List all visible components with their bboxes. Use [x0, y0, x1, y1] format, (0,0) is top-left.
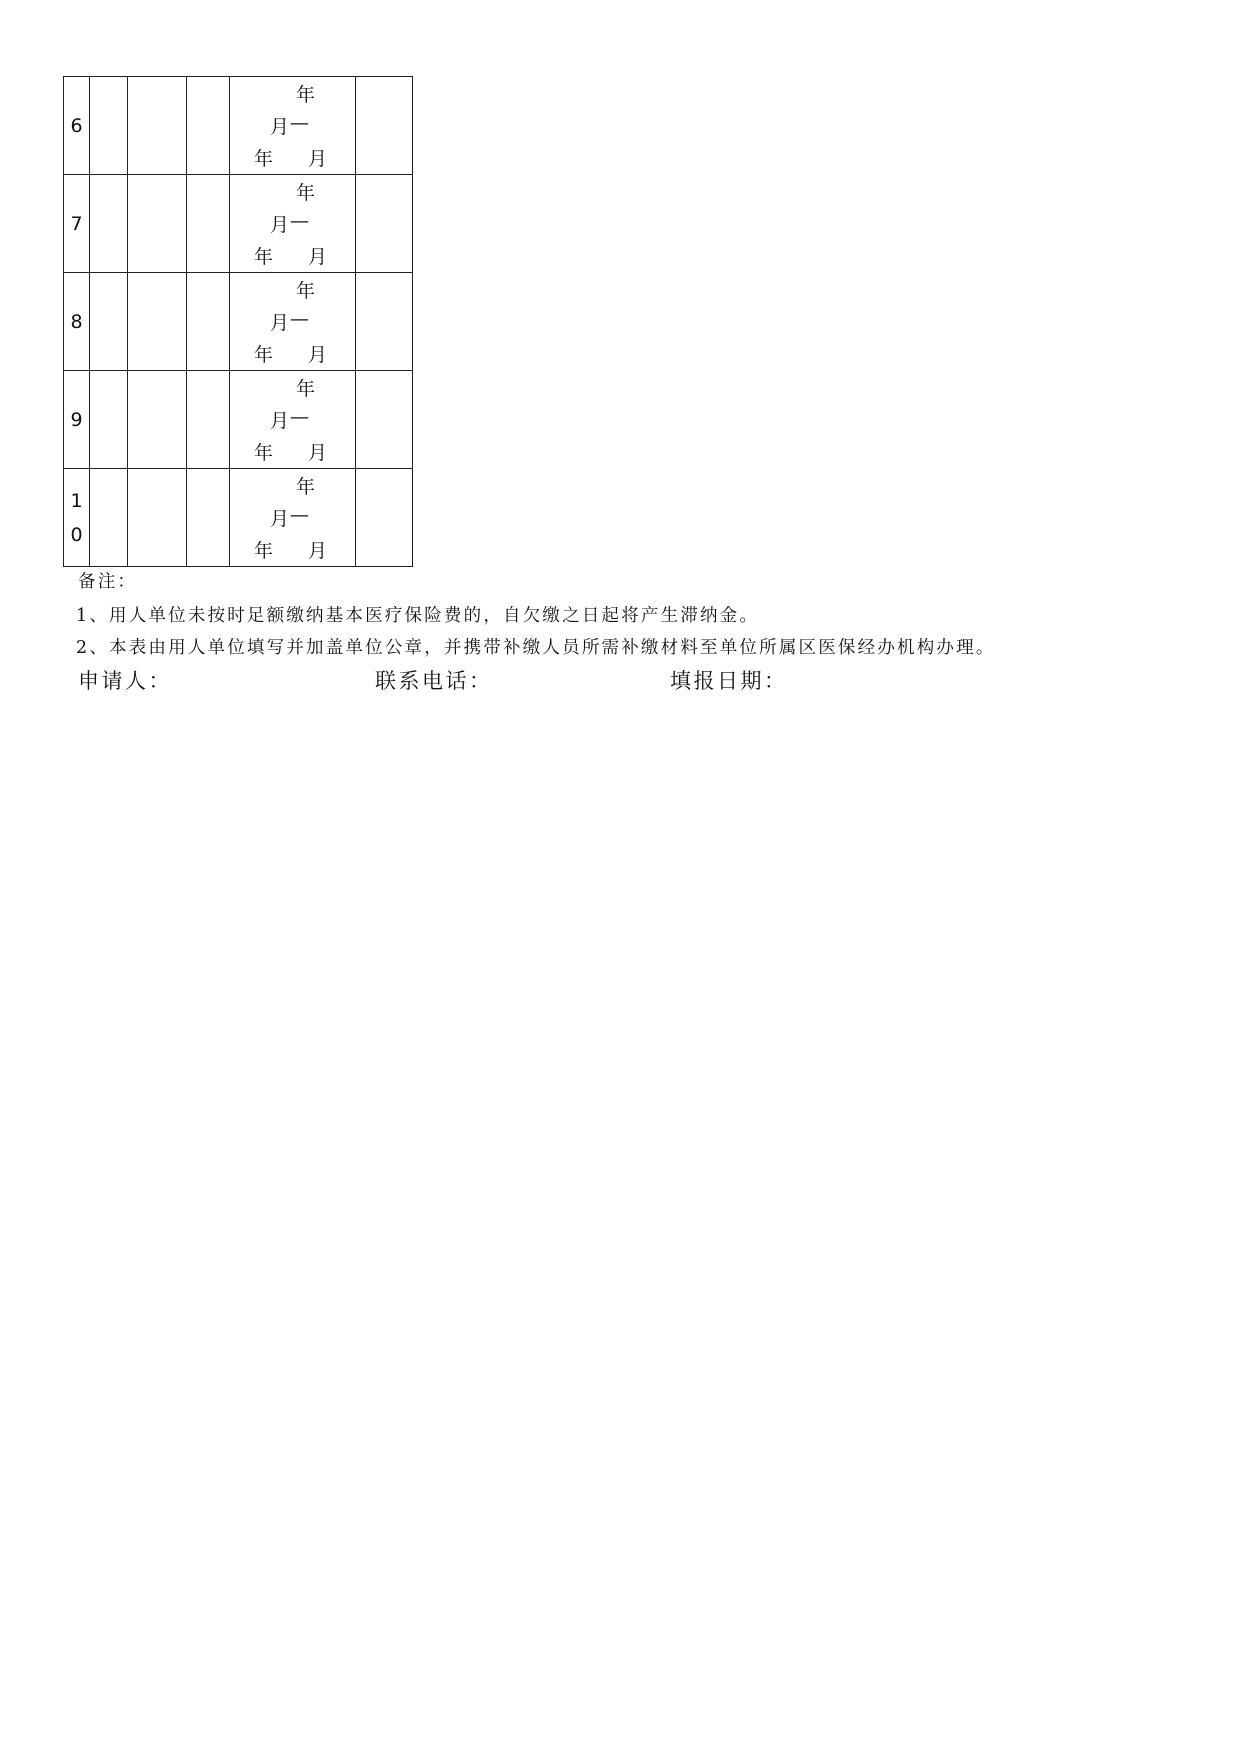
table-row — [64, 77, 413, 175]
period-start-month-label: 月 — [270, 410, 290, 432]
blank-cell[interactable] — [90, 469, 128, 567]
row-number-cell — [64, 273, 90, 371]
row-number: 6 — [70, 114, 83, 137]
period-dash: — — [290, 210, 309, 232]
contact-phone-label: 联系电话： — [375, 669, 493, 693]
supplementary-payment-table — [63, 76, 413, 567]
blank-cell[interactable] — [356, 175, 413, 273]
blank-cell[interactable] — [90, 273, 128, 371]
row-number: 8 — [70, 310, 83, 333]
period-cell[interactable] — [230, 77, 356, 175]
period-start-year-label: 年 — [296, 84, 316, 106]
period-cell[interactable] — [230, 175, 356, 273]
notes-title: 备注： — [78, 572, 138, 592]
row-number: 9 — [70, 408, 83, 431]
period-end-month-label: 月 — [308, 540, 328, 562]
period-end-year-label: 年 — [254, 344, 274, 366]
period-end-year-label: 年 — [254, 246, 274, 268]
blank-cell[interactable] — [356, 371, 413, 469]
period-cell[interactable] — [230, 273, 356, 371]
period-end-year-label: 年 — [254, 148, 274, 170]
table-row — [64, 273, 413, 371]
period-start-month-label: 月 — [270, 508, 290, 530]
period-field — [230, 273, 355, 370]
blank-cell[interactable] — [128, 77, 187, 175]
blank-cell[interactable] — [187, 371, 230, 469]
period-start-year-label: 年 — [296, 182, 316, 204]
row-number-cell — [64, 469, 90, 567]
blank-cell[interactable] — [128, 371, 187, 469]
table-row — [64, 371, 413, 469]
period-field — [230, 77, 355, 174]
period-start-month-label: 月 — [270, 312, 290, 334]
blank-cell[interactable] — [128, 175, 187, 273]
period-start-year-label: 年 — [296, 378, 316, 400]
period-end-year-label: 年 — [254, 442, 274, 464]
table-row — [64, 175, 413, 273]
row-number-cell — [64, 175, 90, 273]
blank-cell[interactable] — [187, 469, 230, 567]
period-dash: — — [290, 504, 309, 526]
blank-cell[interactable] — [356, 77, 413, 175]
blank-cell[interactable] — [128, 273, 187, 371]
blank-cell[interactable] — [187, 175, 230, 273]
period-end-month-label: 月 — [308, 442, 328, 464]
blank-cell[interactable] — [90, 77, 128, 175]
period-dash: — — [290, 112, 309, 134]
row-number: 7 — [70, 212, 83, 235]
period-start-year-label: 年 — [296, 280, 316, 302]
period-dash: — — [290, 308, 309, 330]
table-row — [64, 469, 413, 567]
period-dash: — — [290, 406, 309, 428]
blank-cell[interactable] — [90, 175, 128, 273]
row-number-cell — [64, 77, 90, 175]
period-cell[interactable] — [230, 371, 356, 469]
blank-cell[interactable] — [356, 469, 413, 567]
note-item-2: 2、本表由用人单位填写并加盖单位公章，并携带补缴人员所需补缴材料至单位所属区医保经办机构办理。 — [76, 638, 996, 658]
period-end-month-label: 月 — [308, 148, 328, 170]
note-item-1: 1、用人单位未按时足额缴纳基本医疗保险费的，自欠缴之日起将产生滞纳金。 — [76, 606, 760, 626]
blank-cell[interactable] — [128, 469, 187, 567]
blank-cell[interactable] — [90, 371, 128, 469]
period-field — [230, 175, 355, 272]
blank-cell[interactable] — [187, 273, 230, 371]
fill-date-label: 填报日期： — [670, 669, 788, 693]
row-number: 10 — [70, 489, 83, 546]
period-cell[interactable] — [230, 469, 356, 567]
table-body — [64, 77, 413, 567]
blank-cell[interactable] — [356, 273, 413, 371]
blank-cell[interactable] — [187, 77, 230, 175]
period-end-month-label: 月 — [308, 246, 328, 268]
period-start-month-label: 月 — [270, 116, 290, 138]
period-end-month-label: 月 — [308, 344, 328, 366]
period-start-year-label: 年 — [296, 476, 316, 498]
period-field — [230, 371, 355, 468]
period-end-year-label: 年 — [254, 540, 274, 562]
row-number-cell — [64, 371, 90, 469]
applicant-label: 申请人： — [78, 669, 172, 693]
period-field — [230, 469, 355, 566]
period-start-month-label: 月 — [270, 214, 290, 236]
